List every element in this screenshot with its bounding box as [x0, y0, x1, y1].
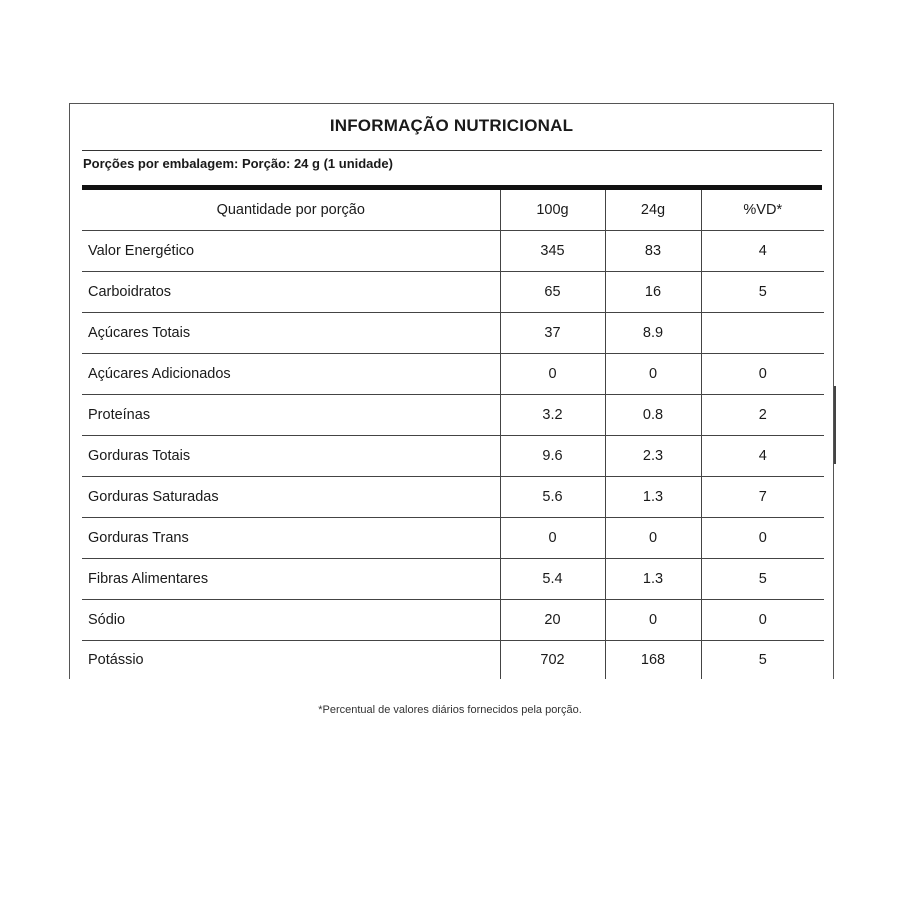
value-24g: 16	[605, 272, 701, 313]
value-24g: 1.3	[605, 559, 701, 600]
value-100g: 20	[500, 600, 605, 641]
table-row	[82, 395, 824, 436]
nutrient-name: Gorduras Totais	[82, 436, 500, 477]
value-100g: 345	[500, 231, 605, 272]
value-100g: 702	[500, 641, 605, 680]
value-vd: 5	[701, 559, 824, 600]
value-vd: 2	[701, 395, 824, 436]
value-24g: 1.3	[605, 477, 701, 518]
nutrient-name: Proteínas	[82, 395, 500, 436]
value-vd: 4	[701, 231, 824, 272]
value-100g: 37	[500, 313, 605, 354]
column-header-vd: %VD*	[701, 190, 824, 231]
value-100g: 0	[500, 354, 605, 395]
nutrient-name: Potássio	[88, 652, 144, 668]
value-vd: 7	[701, 477, 824, 518]
value-24g: 0	[605, 600, 701, 641]
nutrient-name: Açúcares Adicionados	[82, 354, 500, 395]
table-row	[82, 477, 824, 518]
nutrient-name: Fibras Alimentares	[82, 559, 500, 600]
nutrition-facts-label	[69, 103, 834, 679]
value-24g: 0	[605, 354, 701, 395]
serving-info: Porções por embalagem: Porção: 24 g (1 unidade)	[83, 156, 393, 171]
value-vd: 4	[701, 436, 824, 477]
value-100g: 65	[500, 272, 605, 313]
value-vd: 0	[701, 518, 824, 559]
value-24g: 168	[605, 641, 701, 680]
value-100g: 9.6	[500, 436, 605, 477]
table-row	[82, 313, 824, 354]
value-24g: 8.9	[605, 313, 701, 354]
value-100g: 5.4	[500, 559, 605, 600]
value-24g: 0.8	[605, 395, 701, 436]
footnote: *Percentual de valores diários fornecidos pela porção.	[318, 704, 582, 716]
column-header-quantity: Quantidade por porção	[82, 190, 500, 231]
nutrition-table	[82, 190, 824, 679]
table-row	[82, 436, 824, 477]
table-row	[82, 231, 824, 272]
nutrient-name: Sódio	[82, 600, 500, 641]
value-vd: 5	[701, 641, 824, 680]
value-24g: 83	[605, 231, 701, 272]
table-header-row	[82, 190, 824, 231]
value-24g: 0	[605, 518, 701, 559]
value-vd: 0	[701, 354, 824, 395]
value-vd	[701, 313, 824, 354]
table-row	[82, 641, 824, 680]
nutrient-name: Gorduras Trans	[82, 518, 500, 559]
table-row	[82, 354, 824, 395]
table-row	[82, 518, 824, 559]
column-header-24g: 24g	[605, 190, 701, 231]
table-row	[82, 272, 824, 313]
title-divider	[82, 150, 822, 151]
value-100g: 0	[500, 518, 605, 559]
scrollbar-edge	[834, 386, 836, 464]
value-vd: 5	[701, 272, 824, 313]
nutrient-name: Açúcares Totais	[82, 313, 500, 354]
table-row	[82, 600, 824, 641]
value-24g: 2.3	[605, 436, 701, 477]
column-header-100g: 100g	[500, 190, 605, 231]
label-title: INFORMAÇÃO NUTRICIONAL	[329, 116, 574, 135]
value-100g: 5.6	[500, 477, 605, 518]
value-vd: 0	[701, 600, 824, 641]
value-100g: 3.2	[500, 395, 605, 436]
nutrient-name: Gorduras Saturadas	[82, 477, 500, 518]
nutrient-name: Carboidratos	[82, 272, 500, 313]
nutrient-name: Valor Energético	[82, 231, 500, 272]
table-row	[82, 559, 824, 600]
